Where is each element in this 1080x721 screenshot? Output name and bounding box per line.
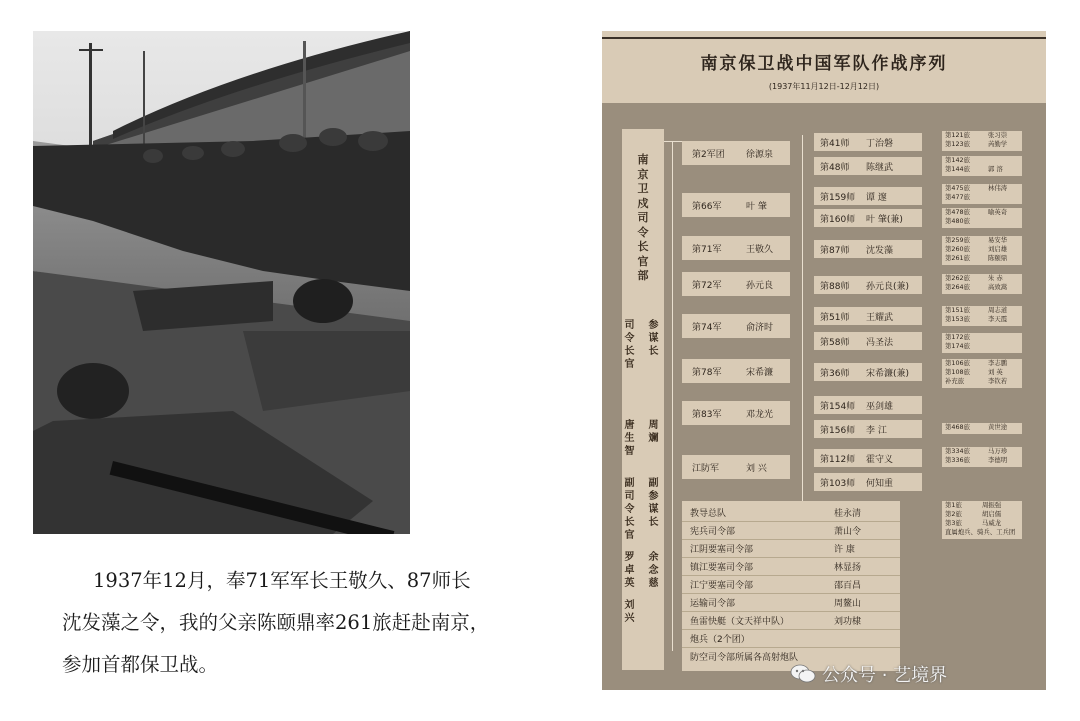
troop-leader: 许 康	[834, 545, 855, 555]
division-leader: 巫剑雄	[866, 401, 894, 412]
brigade-name: 直属炮兵、骑兵、工兵团	[945, 528, 1016, 536]
division-leader: 霍守义	[866, 454, 894, 465]
corps-leader: 叶 肇	[746, 201, 767, 212]
left-col-2: 唐生智	[624, 420, 635, 457]
brigade-leader: 胡启儒	[982, 510, 1002, 518]
left-col-5: 副参谋长	[648, 478, 659, 528]
troop-name: 防空司令部所属各高射炮队	[690, 653, 799, 663]
brigade-name: 第144旅	[945, 165, 970, 173]
brigade-box	[942, 156, 1022, 176]
division-box	[814, 157, 922, 175]
left-col-8: 刘兴	[624, 600, 635, 624]
brigade-name: 第336旅	[945, 456, 970, 464]
corps-name: 第78军	[692, 367, 722, 378]
corps-box	[682, 455, 790, 479]
corps-box	[682, 236, 790, 260]
division-leader: 李 江	[866, 425, 887, 436]
left-col-4: 副司令长官	[624, 478, 635, 541]
brigade-box	[942, 423, 1022, 434]
brigade-name: 第264旅	[945, 283, 970, 291]
board-subtitle: (1937年11月12日-12月12日)	[768, 82, 880, 91]
brigade-leader: 高致嵩	[988, 283, 1008, 291]
brigade-leader: 刘启雄	[988, 245, 1008, 253]
division-box	[814, 187, 922, 205]
brigade-name: 第151旅	[945, 306, 970, 314]
brigade-name: 第174旅	[945, 342, 970, 350]
brigade-name: 第480旅	[945, 217, 970, 225]
brigade-box	[942, 447, 1022, 467]
soldiers-photo-icon	[33, 31, 410, 534]
brigade-leader: 张习崇	[988, 131, 1008, 139]
division-box	[814, 276, 922, 294]
brigade-leader: 黄世途	[988, 423, 1008, 431]
troop-name: 镇江要塞司令部	[690, 563, 754, 573]
brigade-name: 第172旅	[945, 333, 970, 341]
brigade-name: 第477旅	[945, 193, 970, 201]
brigade-name: 第262旅	[945, 274, 970, 282]
corps-leader: 俞济时	[746, 322, 774, 333]
brigade-name: 第475旅	[945, 184, 970, 192]
brigade-leader: 朱 赤	[988, 274, 1003, 282]
corps-leader: 刘 兴	[746, 463, 767, 474]
brigade-leader: 李钦若	[988, 377, 1008, 385]
division-box	[814, 396, 922, 414]
brigade-leader: 易安华	[988, 236, 1008, 244]
brigade-name: 第478旅	[945, 208, 970, 216]
brigade-leader: 李志鹏	[988, 359, 1008, 367]
left-col-6: 罗卓英	[624, 552, 635, 589]
brigade-name: 第2旅	[945, 510, 962, 518]
division-name: 第41师	[820, 138, 850, 149]
brigade-name: 第106旅	[945, 359, 970, 367]
connector	[664, 141, 682, 142]
brigade-name: 第142旅	[945, 156, 970, 164]
division-leader: 沈发藻	[866, 245, 894, 256]
troop-leader: 萧山令	[834, 527, 862, 537]
caption-line-3: 参加首都保卫战。	[62, 653, 219, 676]
corps-name: 第71军	[692, 244, 722, 255]
division-leader: 宋希濂(兼)	[866, 368, 910, 379]
corps-name: 第66军	[692, 201, 722, 212]
brigade-name: 第261旅	[945, 254, 970, 262]
brigade-name: 第468旅	[945, 423, 970, 431]
troop-name: 江阴要塞司令部	[690, 545, 754, 555]
brigade-name: 第3旅	[945, 519, 962, 527]
brigade-box	[942, 236, 1022, 265]
photo-caption	[62, 560, 562, 686]
division-name: 第160师	[820, 214, 856, 225]
brigade-leader: 陈颐鼎	[988, 254, 1008, 262]
division-name: 第156师	[820, 425, 856, 436]
division-box	[814, 363, 922, 381]
brigade-leader: 马万珍	[988, 447, 1008, 455]
division-box	[814, 133, 922, 151]
division-leader: 谭 邃	[866, 192, 887, 203]
brigade-leader: 郭 溶	[988, 165, 1003, 173]
division-leader: 陈继武	[866, 162, 894, 173]
division-name: 第87师	[820, 245, 850, 256]
troop-name: 炮兵（2个团）	[690, 635, 750, 645]
board-header	[602, 31, 1046, 103]
division-name: 第58师	[820, 337, 850, 348]
division-leader: 丁治磐	[866, 138, 894, 149]
left-col-3: 周斓	[648, 420, 659, 444]
division-name: 第159师	[820, 192, 856, 203]
corps-name: 江防军	[692, 463, 720, 474]
connector	[672, 141, 673, 651]
brigade-name: 第108旅	[945, 368, 970, 376]
corps-box	[682, 141, 790, 165]
brigade-leader: 刘 英	[988, 368, 1003, 376]
caption-line-2: 沈发藻之令，我的父亲陈颐鼎率261旅赶赴南京，	[62, 611, 490, 634]
hq-title: 南京卫戍司令长官部	[637, 153, 649, 282]
brigade-name: 第1旅	[945, 501, 962, 509]
wechat-icon	[790, 664, 816, 684]
direct-troops-table	[682, 501, 900, 671]
troop-leader: 周鳌山	[834, 599, 862, 609]
division-name: 第103师	[820, 478, 856, 489]
corps-name: 第72军	[692, 280, 722, 291]
brigade-box	[942, 184, 1022, 204]
brigade-leader: 李天霞	[988, 315, 1008, 323]
board-title: 南京保卫战中国军队作战序列	[700, 54, 948, 74]
division-leader: 冯圣法	[866, 337, 894, 348]
division-box	[814, 307, 922, 325]
troop-leader: 刘功棣	[834, 617, 862, 627]
division-box	[814, 420, 922, 438]
division-name: 第48师	[820, 162, 850, 173]
brigade-box	[942, 359, 1022, 388]
troop-leader: 林显扬	[834, 563, 862, 573]
brigade-box	[942, 501, 1022, 539]
brigade-box	[942, 274, 1022, 294]
brigade-name: 第260旅	[945, 245, 970, 253]
corps-box	[682, 314, 790, 338]
corps-leader: 徐源泉	[746, 149, 774, 160]
brigade-name: 第123旅	[945, 140, 970, 148]
corps-leader: 王敬久	[746, 244, 774, 255]
brigade-leader: 喻英奇	[988, 208, 1008, 216]
header-rule	[602, 37, 1046, 39]
corps-box	[682, 272, 790, 296]
corps-name: 第2军团	[692, 149, 725, 160]
brigade-name: 第121旅	[945, 131, 970, 139]
corps-box	[682, 193, 790, 217]
corps-box	[682, 401, 790, 425]
brigade-name: 第153旅	[945, 315, 970, 323]
corps-name: 第74军	[692, 322, 722, 333]
corps-box	[682, 359, 790, 383]
division-box	[814, 332, 922, 350]
division-leader: 何知重	[866, 478, 894, 489]
brigade-name: 补充旅	[945, 377, 965, 385]
left-col-0: 司令长官	[624, 320, 635, 370]
order-of-battle-board	[602, 31, 1046, 690]
division-name: 第51师	[820, 312, 850, 323]
watermark	[790, 660, 947, 688]
division-leader: 孙元良(兼)	[866, 281, 910, 292]
brigade-box	[942, 208, 1022, 228]
division-box	[814, 449, 922, 467]
division-box	[814, 240, 922, 258]
troop-name: 江宁要塞司令部	[690, 581, 754, 591]
brigade-box	[942, 306, 1022, 326]
brigade-leader: 马威龙	[982, 519, 1002, 527]
brigade-box	[942, 333, 1022, 353]
division-name: 第154师	[820, 401, 856, 412]
hq-column	[622, 129, 664, 670]
corps-leader: 孙元良	[746, 280, 774, 291]
caption-line-1: 1937年12月，奉71军军长王敬久、87师长	[93, 569, 471, 592]
division-box	[814, 209, 922, 227]
troop-name: 教导总队	[690, 509, 727, 519]
brigade-leader: 李德明	[988, 456, 1008, 464]
brigade-name: 第334旅	[945, 447, 970, 455]
corps-leader: 邓龙光	[746, 409, 774, 420]
connector	[802, 135, 803, 507]
troop-leader: 桂永清	[834, 509, 862, 519]
troop-name: 鱼雷快艇（文天祥中队）	[690, 617, 790, 627]
division-box	[814, 473, 922, 491]
left-col-1: 参谋长	[648, 320, 659, 357]
division-name: 第36师	[820, 368, 850, 379]
historical-photo	[33, 31, 410, 534]
watermark-text: 公众号 · 艺境界	[822, 665, 948, 686]
corps-name: 第83军	[692, 409, 722, 420]
division-leader: 王耀武	[866, 312, 894, 323]
division-name: 第112师	[820, 454, 856, 465]
left-col-7: 余念慈	[648, 552, 659, 589]
division-leader: 叶 肇(兼)	[866, 214, 903, 225]
corps-leader: 宋希濂	[746, 367, 774, 378]
division-name: 第88师	[820, 281, 850, 292]
brigade-leader: 林伟涛	[988, 184, 1008, 192]
brigade-leader: 周振强	[982, 501, 1002, 509]
brigade-box	[942, 131, 1022, 151]
troop-leader: 邵百昌	[834, 581, 862, 591]
troop-name: 宪兵司令部	[690, 527, 736, 537]
brigade-leader: 周志道	[988, 306, 1008, 314]
brigade-leader: 芮勤学	[988, 140, 1008, 148]
troop-name: 运输司令部	[690, 599, 736, 609]
brigade-name: 第259旅	[945, 236, 970, 244]
